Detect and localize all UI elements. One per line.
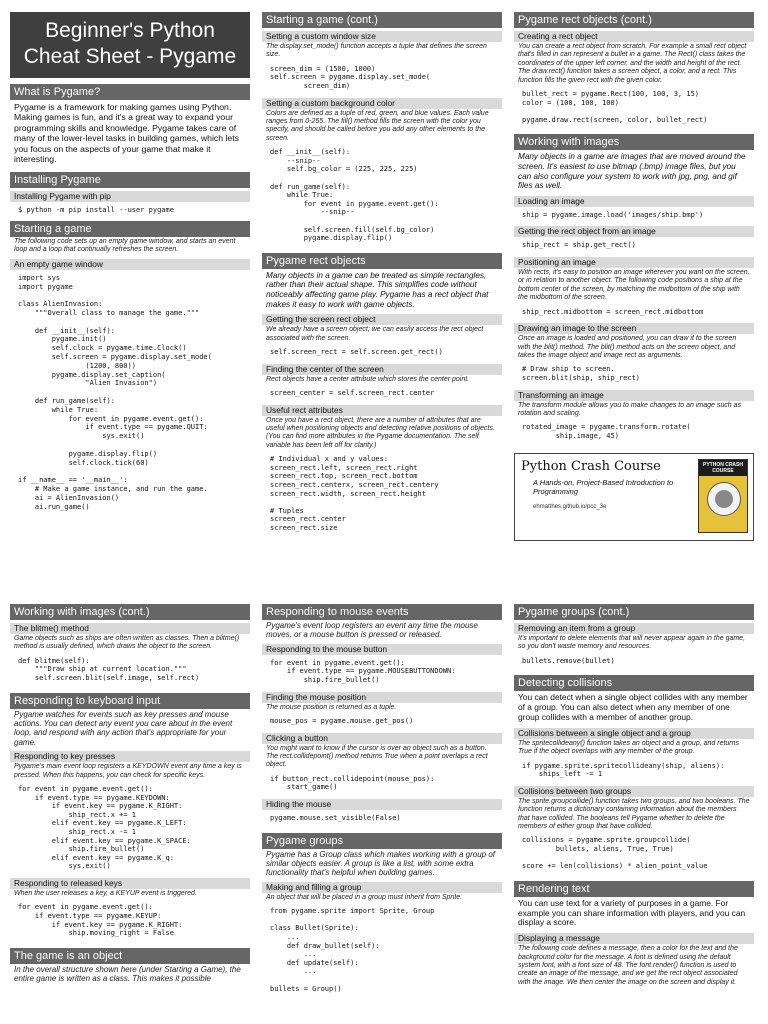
subsection-note: The following code defines a message, then a color for the text and the background color for the message. A font is defined using the default system font, with a font size of 48. The font.render() function is used to create an image of the message, and we get the rect object associated with the image. We then center the image on the screen and display it. xyxy=(518,945,738,986)
section-groups-cont xyxy=(514,604,754,669)
column-1 xyxy=(10,604,250,985)
column-2 xyxy=(262,604,502,997)
section-rendering-text xyxy=(514,881,754,988)
page-2 xyxy=(0,600,768,1024)
subsection-note: Pygame's main event loop registers a KEYDOWN event any time a key is pressed. When this happens, you can check for specific keys. xyxy=(14,763,242,779)
column-3 xyxy=(514,12,754,541)
code-block: bullets.remove(bullet) xyxy=(522,656,615,665)
section-starting-game-cont xyxy=(262,12,502,247)
subsection-note: Rect objects have a center attribute which stores the center point. xyxy=(266,375,470,383)
section-mouse-events xyxy=(262,604,502,827)
column-2 xyxy=(262,12,502,537)
subsection-heading: An empty game window xyxy=(10,259,250,270)
code-block: pygame.mouse.set_visible(False) xyxy=(270,814,401,822)
subsection-heading: Responding to key presses xyxy=(10,751,250,762)
section-note: Pygame watches for events such as key presses and mouse actions. You can detect any event you care about in the event loop, and respond with any action that's appropriate for your game. xyxy=(14,709,233,747)
section-installing xyxy=(10,172,250,219)
subsection-heading: Finding the center of the screen xyxy=(262,364,502,375)
code-block: collisions = pygame.sprite.groupcollide( bullets, aliens, True, True) score += len(collisions) * alien_point_value xyxy=(522,836,708,871)
subsection-heading: Making and filling a group xyxy=(262,882,502,893)
subsection-note: The display.set_mode() function accepts a tuple that defines the screen size. xyxy=(266,43,487,59)
code-block: rotated_image = pygame.transform.rotate( ship.image, 45) xyxy=(522,423,691,440)
subsection-heading: Drawing an image to the screen xyxy=(514,323,754,334)
section-body: You can detect when a single object collides with any member of a group. You can also detect when any member of one group collides with a member of another group. xyxy=(518,692,748,722)
subsection-note: The mouse position is returned as a tuple. xyxy=(266,703,397,711)
book-info xyxy=(521,459,698,535)
subsection-note: With rects, it's easy to position an image wherever you want on the screen, or in relation to another object. The following code positions a ship at the bottom center of the screen, by matching the midbottom of the ship with the midbottom of the screen. xyxy=(518,268,750,302)
code-block: self.screen_rect = self.screen.get_rect() xyxy=(270,347,443,356)
code-block: if button_rect.collidepoint(mouse_pos): start_game() xyxy=(270,774,435,792)
subsection-note: When the user releases a key, a KEYUP event is triggered. xyxy=(14,889,197,897)
column-1 xyxy=(10,12,250,515)
subsection-heading: Finding the mouse position xyxy=(262,692,502,703)
subsection-heading: Displaying a message xyxy=(514,933,754,944)
subsection-heading: Getting the rect object from an image xyxy=(514,226,754,237)
section-images-cont xyxy=(10,604,250,687)
code-block: if pygame.sprite.spritecollideany(ship, aliens): ships_left -= 1 xyxy=(522,761,725,779)
section-rect-objects-cont xyxy=(514,12,754,128)
code-block: ship_rect = ship.get_rect() xyxy=(522,241,636,250)
column-3 xyxy=(514,604,754,988)
section-note: The following code sets up an empty game window, and starts an event loop and a loop that continually refreshes the screen. xyxy=(14,238,236,254)
code-block: def __init__(self): --snip-- self.bg_color = (225, 225, 225) def run_game(self): while True: for event in pygame.event.get(): --snip-- self.screen.fill(self.bg_color) pygame.display.flip() xyxy=(270,148,439,243)
code-block: from pygame.sprite import Sprite, Group class Bullet(Sprite): ... def draw_bullet(self): ... def update(self): ... bullets = Group() xyxy=(270,907,435,993)
code-block: bullet_rect = pygame.Rect(100, 100, 3, 15) color = (100, 100, 100) pygame.draw.rect(screen, color, bullet_rect) xyxy=(522,90,708,124)
subsection-note: The spritecollideany() function takes an object and a group, and returns True if the object overlaps with any member of the group. xyxy=(518,739,740,756)
subsection-note: You might want to know if the cursor is over an object such as a button. The rect.collidepoint() method returns True when a point overlaps a rect object. xyxy=(266,744,488,769)
section-heading: Rendering text xyxy=(514,881,754,897)
subsection-heading: Creating a rect object xyxy=(514,31,754,42)
subsection-note: It's important to delete elements that will never appear again in the game, so you don't waste memory and resources. xyxy=(518,635,746,651)
section-rect-objects xyxy=(262,253,502,537)
book-subtitle: A Hands-on, Project-Based Introduction to Programming xyxy=(533,477,674,497)
section-pygame-groups xyxy=(262,833,502,998)
subsection-heading: Installing Pygame with pip xyxy=(10,191,250,202)
subsection-heading: Responding to the mouse button xyxy=(262,644,502,655)
book-title: Python Crash Course xyxy=(521,458,661,474)
section-heading: What is Pygame? xyxy=(10,84,250,100)
subsection-note: The transform module allows you to make changes to an image such as rotation and scaling. xyxy=(518,401,741,417)
section-keyboard-input xyxy=(10,693,250,942)
subsection-heading: Positioning an image xyxy=(514,257,754,268)
code-block: for event in pygame.event.get(): if event.type == pygame.MOUSEBUTTONDOWN: ship.fire_bullet() xyxy=(270,658,456,684)
section-body: Many objects in a game are images that are moved around the screen. It's easiest to use bitmap (.bmp) image files, but you can also configure your system to work with jpg, png, and gif files as well. xyxy=(518,152,746,191)
section-heading: Installing Pygame xyxy=(10,172,250,188)
section-body: Many objects in a game can be treated as simple rectangles, rather than their actual shape. This simplifies code without noticeably affecting game play. Pygame has a rect object that makes it easy to work with game objects. xyxy=(266,270,489,309)
subsection-heading: Collisions between two groups xyxy=(514,786,754,797)
code-block: for event in pygame.event.get(): if event.type == pygame.KEYUP: if event.key == pygame.K_RIGHT: ship.moving_right = False xyxy=(18,903,183,938)
section-game-is-object xyxy=(10,948,250,985)
subsection-heading: Loading an image xyxy=(514,196,754,207)
code-block: ship = pygame.image.load('images/ship.bmp') xyxy=(522,210,704,219)
code-block: $ python -m pip install --user pygame xyxy=(18,206,174,215)
subsection-heading: Transforming an image xyxy=(514,390,754,401)
code-block: # Draw ship to screen. screen.blit(ship, ship_rect) xyxy=(522,365,641,382)
subsection-heading: Removing an item from a group xyxy=(514,623,754,634)
subsection-heading: Setting a custom window size xyxy=(262,31,502,42)
book-cover-image xyxy=(698,459,748,533)
section-note: Pygame has a Group class which makes working with a group of similar objects easier. A group is like a list, with some extra functionality that's helpful when building games. xyxy=(266,849,495,878)
section-heading: Pygame rect objects (cont.) xyxy=(514,12,754,28)
subsection-note: Game objects such as ships are often written as classes. Then a blitme() method is usually defined, which draws the object to the screen. xyxy=(14,635,240,651)
section-heading: Responding to keyboard input xyxy=(10,693,250,709)
subsection-heading: Setting a custom background color xyxy=(262,98,502,109)
code-block: import sys import pygame class AlienInvasion: """Overall class to manage the game.""" def __init__(self): pygame.init() self.clock = pygame.time.Clock() self.screen = pygame.display.set_mode( (1200, 800)) pygame.display.set_caption( "Alien Invasion") def run_game(self): while True: for event in pygame.event.get(): if event.type == pygame.QUIT: sys.exit() pygame.display.flip() self.clock.tick(60) if __name__ == '__main__': # Make a game instance, and run the game. ai = AlienInvasion() ai.run_game() xyxy=(18,273,212,511)
book-promo-card xyxy=(514,453,754,541)
code-block: for event in pygame.event.get(): if event.type == pygame.KEYDOWN: if event.key == pygame.K_RIGHT: ship_rect.x += 1 elif event.key == pygame.K_LEFT: ship_rect.x -= 1 elif event.key == pygame.K_SPACE: ship.fire_bullet() elif event.key == pygame.K_q: sys.exit() xyxy=(18,785,191,871)
subsection-heading: Collisions between a single object and a group xyxy=(514,728,754,739)
subsection-note: The sprite.groupcollide() function takes two groups, and two booleans. The function returns a dictionary containing information about the members that have collided. The booleans tell Pygame whether to delete the members of either group that have collided. xyxy=(518,797,750,831)
code-block: def blitme(self): """Draw ship at current location.""" self.screen.blit(self.image, self.rect) xyxy=(18,656,200,682)
subsection-heading: Clicking a button xyxy=(262,733,502,744)
section-detecting-collisions xyxy=(514,675,754,874)
section-heading: Detecting collisions xyxy=(514,675,754,691)
book-url[interactable]: ehmatthes.github.io/pcc_3e xyxy=(533,503,607,510)
book-cover-title: PYTHON CRASH COURSE xyxy=(699,460,747,476)
section-heading: Pygame groups (cont.) xyxy=(514,604,754,620)
subsection-heading: The blitme() method xyxy=(10,623,250,634)
page-title: Beginner's Python Cheat Sheet - Pygame xyxy=(10,12,250,78)
subsection-heading: Hiding the mouse xyxy=(262,799,502,810)
subsection-note: We already have a screen object; we can easily access the rect object associated with the screen. xyxy=(266,326,484,342)
subsection-note: Once an image is loaded and positioned, you can draw it to the screen with the blit() method. The blit() method acts on the screen object, and takes the image object and image rect as arguments. xyxy=(518,335,737,359)
section-heading: The game is an object xyxy=(10,948,250,964)
subsection-heading: Useful rect attributes xyxy=(262,405,502,416)
section-heading: Pygame groups xyxy=(262,833,502,849)
book-cover-art-inner xyxy=(715,490,733,508)
section-note: In the overall structure shown here (under Starting a Game), the entire game is written as a class. This makes it possible xyxy=(14,964,241,984)
section-heading: Working with images xyxy=(514,134,754,150)
subsection-heading: Getting the screen rect object xyxy=(262,314,502,325)
subsection-heading: Responding to released keys xyxy=(10,878,250,889)
section-heading: Starting a game xyxy=(10,221,250,237)
code-block: mouse_pos = pygame.mouse.get_pos() xyxy=(270,717,414,725)
subsection-note: Colors are defined as a tuple of red, green, and blue values. Each value ranges from 0-255. The fill() method fills the screen with the color you specify, and should be called before you add any other elements to the screen. xyxy=(266,109,489,142)
subsection-note: An object that will be placed in a group must inherit from Sprite. xyxy=(266,893,463,901)
code-block: ship_rect.midbottom = screen_rect.midbottom xyxy=(522,307,704,316)
section-heading: Pygame rect objects xyxy=(262,253,502,269)
section-working-with-images xyxy=(514,134,754,444)
section-body: Pygame is a framework for making games using Python. Making games is fun, and it's a great way to expand your programming skills and knowledge. Pygame takes care of many of the lower-level tasks in building games, which lets you focus on the aspects of your game that make it interesting. xyxy=(14,102,240,165)
section-body: You can use text for a variety of purposes in a game. For example you can share information with players, and you can display a score. xyxy=(518,897,746,928)
section-heading: Responding to mouse events xyxy=(262,604,502,620)
subsection-note: Once you have a rect object, there are a number of attributes that are useful when positioning objects and detecting relative positions of objects. (You can find more attributes in the Pygame documentation. The self variable has been left off for clarity.) xyxy=(266,416,495,449)
code-block: screen_center = self.screen_rect.center xyxy=(270,388,435,397)
section-starting-game xyxy=(10,221,250,515)
section-note: Pygame's event loop registers an event any time the mouse moves, or a mouse button is pressed or released. xyxy=(266,621,478,640)
section-heading: Starting a game (cont.) xyxy=(262,12,502,28)
code-block: # Individual x and y values: screen_rect.left, screen_rect.right screen_rect.top, screen_rect.bottom screen_rect.centerx, screen_rect.centery screen_rect.width, screen_rect.height # Tuples screen_rect.center screen_rect.size xyxy=(270,455,439,532)
code-block: screen_dim = (1500, 1000) self.screen = pygame.display.set_mode( screen_dim) xyxy=(270,64,431,90)
subsection-note: You can create a rect object from scratch. For example a small rect object that's filled in can represent a bullet in a game. The Rect() class takes the coordinates of the upper left corner, and the width and height of the rect. The draw.rect() function takes a screen object, a color, and a rect. This function fills the given rect with the given color. xyxy=(518,43,747,84)
section-heading: Working with images (cont.) xyxy=(10,604,250,620)
section-what-is-pygame xyxy=(10,84,250,166)
